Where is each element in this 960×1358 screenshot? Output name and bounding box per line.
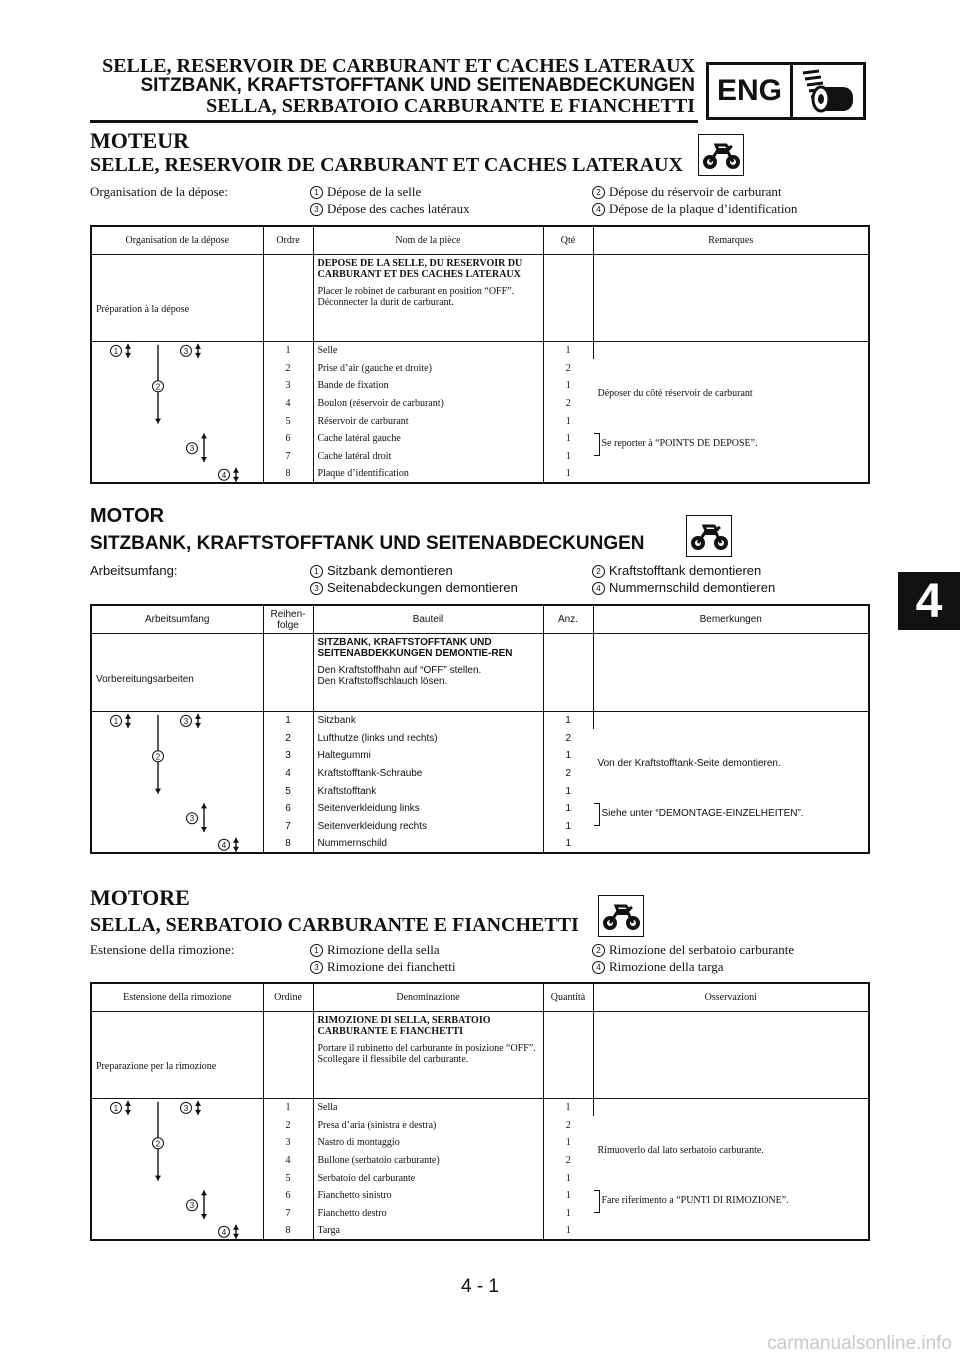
part-qty: 2 xyxy=(565,732,572,744)
part-qty: 1 xyxy=(565,820,572,832)
removal-flow-diagram xyxy=(91,712,263,854)
header-title-de: SITZBANK, KRAFTSTOFFTANK UND SEITENABDECKUNGEN xyxy=(140,75,695,96)
part-qty: 1 xyxy=(565,750,572,762)
part-qty: 2 xyxy=(565,1154,571,1166)
prep-row xyxy=(91,255,869,342)
section-title: SELLE, RESERVOIR DE CARBURANT ET CACHES LATERAUX xyxy=(90,154,683,176)
svg-text:4: 4 xyxy=(221,840,227,850)
part-name: Cache latéral droit xyxy=(313,448,543,466)
part-name: Fianchetto sinistro xyxy=(313,1187,543,1205)
engine-heading: MOTOR xyxy=(90,505,165,527)
side-cover-arrow xyxy=(201,433,207,462)
step-marker xyxy=(111,715,122,726)
remarks-cell xyxy=(593,712,869,854)
motorcycle-icon xyxy=(686,515,732,557)
column-header: Remarques xyxy=(593,226,869,255)
part-name: Seitenverkleidung rechts xyxy=(313,818,543,836)
step-marker xyxy=(181,345,192,356)
prep-label: Préparation à la dépose xyxy=(91,255,263,342)
short-arrow xyxy=(195,714,201,728)
svg-text:3: 3 xyxy=(183,346,189,356)
scope-label: Organisation de la dépose: xyxy=(90,184,229,199)
step-marker xyxy=(153,751,164,762)
step-marker xyxy=(153,381,164,392)
part-name: Boulon (réservoir de carburant) xyxy=(313,395,543,413)
scope-item: 2 Rimozione del serbatoio carburante xyxy=(592,942,794,958)
prep-details xyxy=(313,1012,543,1099)
scope-item: 1 Sitzbank demontieren xyxy=(310,563,453,579)
part-qty: 1 xyxy=(565,468,571,480)
part-order: 2 xyxy=(263,1116,313,1134)
scope-item: 3 Seitenabdeckungen demontieren xyxy=(310,580,518,596)
part-order: 3 xyxy=(263,1134,313,1152)
column-header: Estensione della rimozione xyxy=(91,983,263,1012)
page-header-titles xyxy=(102,56,695,116)
part-name: Plaque d’identification xyxy=(313,465,543,483)
remark-ref: Fare riferimento a “PUNTI DI RIMOZIONE”. xyxy=(601,1195,789,1207)
short-arrow xyxy=(233,468,239,482)
short-arrow xyxy=(125,714,131,728)
table-header-row xyxy=(91,226,869,255)
column-header: Reihen- folge xyxy=(263,605,313,634)
table-row xyxy=(91,1099,869,1117)
svg-text:3: 3 xyxy=(189,814,195,824)
remark-ref: Se reporter à “POINTS DE DEPOSE”. xyxy=(601,438,758,450)
prep-step: Den Kraftstoffschlauch lösen. xyxy=(317,676,448,687)
part-order: 8 xyxy=(263,835,313,853)
svg-text:4: 4 xyxy=(221,1227,227,1237)
part-order: 7 xyxy=(263,1205,313,1223)
svg-text:1: 1 xyxy=(113,1103,119,1113)
remark-ref: Siehe unter “DEMONTAGE-EINZELHEITEN”. xyxy=(601,808,804,820)
table-row xyxy=(91,712,869,730)
column-header: Anz. xyxy=(543,605,593,634)
part-qty: 1 xyxy=(565,838,572,850)
step-marker xyxy=(181,715,192,726)
part-order: 6 xyxy=(263,430,313,448)
remark-fuel: Rimuoverlo dal lato serbatoio carburante. xyxy=(597,1145,764,1157)
part-qty: 1 xyxy=(565,450,571,462)
engine-heading: MOTEUR xyxy=(90,128,189,153)
prep-details xyxy=(313,634,543,712)
part-qty: 1 xyxy=(543,1099,593,1117)
short-arrow xyxy=(125,344,131,358)
svg-text:3: 3 xyxy=(183,1103,189,1113)
part-name: Seitenverkleidung links xyxy=(313,800,543,818)
scope-item: 2 Kraftstofftank demontieren xyxy=(592,563,761,579)
prep-row xyxy=(91,634,869,712)
removal-flow-diagram xyxy=(91,342,263,484)
step-marker xyxy=(219,469,230,480)
eng-label: ENG xyxy=(709,65,793,117)
table-header-row xyxy=(91,983,869,1012)
part-name: Targa xyxy=(313,1222,543,1240)
chapter-tab: 4 xyxy=(898,572,960,630)
page-number: 4 - 1 xyxy=(460,1276,500,1297)
short-arrow xyxy=(195,344,201,358)
eng-badge xyxy=(706,62,866,120)
part-order: 3 xyxy=(263,377,313,395)
svg-text:2: 2 xyxy=(155,752,161,762)
scope-item: 3 Rimozione dei fianchetti xyxy=(310,959,456,975)
step-marker xyxy=(111,1102,122,1113)
remark-bracket xyxy=(594,433,600,456)
prep-details xyxy=(313,255,543,342)
prep-heading: RIMOZIONE DI SELLA, SERBATOIO CARBURANTE E FIANCHETTI xyxy=(317,1015,491,1037)
table-row xyxy=(91,342,869,360)
prep-step: Placer le robinet de carburant en position “OFF”. xyxy=(317,286,515,297)
part-qty: 1 xyxy=(565,1190,571,1202)
svg-text:1: 1 xyxy=(113,716,119,726)
scope-item: 2 Dépose du réservoir de carburant xyxy=(592,184,782,200)
scope-label: Estensione della rimozione: xyxy=(90,942,235,957)
part-qty: 1 xyxy=(565,1137,571,1149)
part-name: Haltegummi xyxy=(313,747,543,765)
short-arrow xyxy=(233,838,239,852)
side-cover-arrow xyxy=(201,1190,207,1219)
short-arrow xyxy=(195,1101,201,1115)
part-qty: 1 xyxy=(543,712,593,730)
part-name: Réservoir de carburant xyxy=(313,412,543,430)
part-order: 4 xyxy=(263,395,313,413)
part-order: 4 xyxy=(263,1152,313,1170)
part-qty: 2 xyxy=(565,362,571,374)
column-header: Organisation de la dépose xyxy=(91,226,263,255)
step-marker xyxy=(181,1102,192,1113)
part-order: 7 xyxy=(263,818,313,836)
part-order: 8 xyxy=(263,1222,313,1240)
part-order: 5 xyxy=(263,1169,313,1187)
header-title-it: SELLA, SERBATOIO CARBURANTE E FIANCHETTI xyxy=(206,95,695,117)
remarks-cell xyxy=(593,342,869,484)
part-name: Fianchetto destro xyxy=(313,1205,543,1223)
part-name: Kraftstofftank-Schraube xyxy=(313,765,543,783)
part-qty: 2 xyxy=(565,397,571,409)
scope-item: 4 Dépose de la plaque d’identification xyxy=(592,201,797,217)
part-order: 1 xyxy=(263,712,313,730)
engine-spring-icon xyxy=(793,65,863,117)
part-order: 5 xyxy=(263,782,313,800)
part-order: 6 xyxy=(263,800,313,818)
part-qty: 1 xyxy=(565,803,572,815)
part-order: 8 xyxy=(263,465,313,483)
svg-text:2: 2 xyxy=(155,1139,161,1149)
prep-step: Portare il rubinetto del carburante in posizione “OFF”. xyxy=(317,1043,536,1054)
parts-table xyxy=(90,225,870,484)
part-order: 1 xyxy=(263,342,313,360)
part-name: Cache latéral gauche xyxy=(313,430,543,448)
svg-text:3: 3 xyxy=(183,716,189,726)
part-name: Bande de fixation xyxy=(313,377,543,395)
section-title: SITZBANK, KRAFTSTOFFTANK UND SEITENABDECKUNGEN xyxy=(90,533,645,554)
column-header: Ordre xyxy=(263,226,313,255)
scope-item: 4 Rimozione della targa xyxy=(592,959,724,975)
column-header: Bauteil xyxy=(313,605,543,634)
part-qty: 1 xyxy=(565,380,571,392)
step-marker xyxy=(153,1138,164,1149)
prep-label: Preparazione per la rimozione xyxy=(91,1012,263,1099)
column-header: Nom de la pièce xyxy=(313,226,543,255)
prep-label: Vorbereitungsarbeiten xyxy=(91,634,263,712)
part-name: Prise d’air (gauche et droite) xyxy=(313,359,543,377)
column-header: Arbeitsumfang xyxy=(91,605,263,634)
step-marker xyxy=(111,345,122,356)
part-name: Sella xyxy=(313,1099,543,1117)
section-title: SELLA, SERBATOIO CARBURANTE E FIANCHETTI xyxy=(90,914,579,936)
part-name: Selle xyxy=(313,342,543,360)
step-marker xyxy=(219,839,230,850)
engine-heading: MOTORE xyxy=(90,885,190,910)
column-header: Bemerkungen xyxy=(593,605,869,634)
column-header: Ordine xyxy=(263,983,313,1012)
part-qty: 1 xyxy=(565,1225,571,1237)
remark-fuel: Von der Kraftstofftank-Seite demontieren. xyxy=(597,758,781,770)
part-order: 6 xyxy=(263,1187,313,1205)
part-order: 2 xyxy=(263,359,313,377)
remarks-cell xyxy=(593,1099,869,1241)
step-marker xyxy=(187,813,198,824)
part-name: Kraftstofftank xyxy=(313,782,543,800)
part-name: Sitzbank xyxy=(313,712,543,730)
watermark: carmanualsonline.info xyxy=(767,1333,952,1354)
remark-fuel: Déposer du côté réservoir de carburant xyxy=(597,388,753,400)
prep-heading: SITZBANK, KRAFTSTOFFTANK UND SEITENABDEKKUNGEN DEMONTIE-REN xyxy=(317,637,513,659)
prep-step: Déconnecter la durit de carburant. xyxy=(317,297,454,308)
prep-heading: DEPOSE DE LA SELLE, DU RESERVOIR DU CARBURANT ET DES CACHES LATERAUX xyxy=(317,258,523,280)
step-marker xyxy=(219,1226,230,1237)
part-order: 3 xyxy=(263,747,313,765)
flow-arrows xyxy=(92,342,264,484)
prep-step: Den Kraftstoffhahn auf “OFF” stellen. xyxy=(317,665,482,676)
part-name: Lufthutze (links und rechts) xyxy=(313,729,543,747)
table-header-row xyxy=(91,605,869,634)
part-qty: 1 xyxy=(565,1207,571,1219)
column-header: Qté xyxy=(543,226,593,255)
step-marker xyxy=(187,443,198,454)
part-order: 4 xyxy=(263,765,313,783)
svg-text:3: 3 xyxy=(189,1201,195,1211)
column-header: Quantità xyxy=(543,983,593,1012)
motorcycle-icon xyxy=(698,134,744,176)
prep-step: Scollegare il flessibile del carburante. xyxy=(317,1054,469,1065)
parts-table xyxy=(90,982,870,1241)
column-header: Osservazioni xyxy=(593,983,869,1012)
part-qty: 2 xyxy=(565,767,572,779)
column-header: Denominazione xyxy=(313,983,543,1012)
part-name: Presa d’aria (sinistra e destra) xyxy=(313,1116,543,1134)
short-arrow xyxy=(125,1101,131,1115)
scope-item: 3 Dépose des caches latéraux xyxy=(310,201,470,217)
removal-flow-diagram xyxy=(91,1099,263,1241)
part-qty: 1 xyxy=(565,415,571,427)
part-name: Nummernschild xyxy=(313,835,543,853)
part-order: 2 xyxy=(263,729,313,747)
part-order: 5 xyxy=(263,412,313,430)
header-title-fr: SELLE, RESERVOIR DE CARBURANT ET CACHES LATERAUX xyxy=(102,55,695,77)
svg-text:3: 3 xyxy=(189,444,195,454)
part-qty: 2 xyxy=(565,1119,571,1131)
part-qty: 1 xyxy=(565,1172,571,1184)
scope-item: 1 Rimozione della sella xyxy=(310,942,440,958)
prep-row xyxy=(91,1012,869,1099)
flow-arrows xyxy=(92,1099,264,1241)
part-qty: 1 xyxy=(565,785,572,797)
remark-bracket xyxy=(594,803,600,826)
part-order: 1 xyxy=(263,1099,313,1117)
motorcycle-icon xyxy=(598,895,644,937)
part-order: 7 xyxy=(263,448,313,466)
flow-arrows xyxy=(92,712,264,854)
svg-text:2: 2 xyxy=(155,382,161,392)
scope-item: 4 Nummernschild demontieren xyxy=(592,580,775,596)
svg-text:4: 4 xyxy=(221,470,227,480)
part-qty: 1 xyxy=(565,433,571,445)
svg-text:1: 1 xyxy=(113,346,119,356)
remark-bracket xyxy=(594,1190,600,1213)
part-name: Serbatoio del carburante xyxy=(313,1169,543,1187)
scope-label: Arbeitsumfang: xyxy=(90,563,178,578)
parts-table xyxy=(90,604,870,854)
side-cover-arrow xyxy=(201,803,207,832)
part-name: Bullone (serbatoio carburante) xyxy=(313,1152,543,1170)
part-name: Nastro di montaggio xyxy=(313,1134,543,1152)
header-rule xyxy=(90,120,698,123)
short-arrow xyxy=(233,1225,239,1239)
scope-item: 1 Dépose de la selle xyxy=(310,184,421,200)
step-marker xyxy=(187,1200,198,1211)
part-qty: 1 xyxy=(543,342,593,360)
